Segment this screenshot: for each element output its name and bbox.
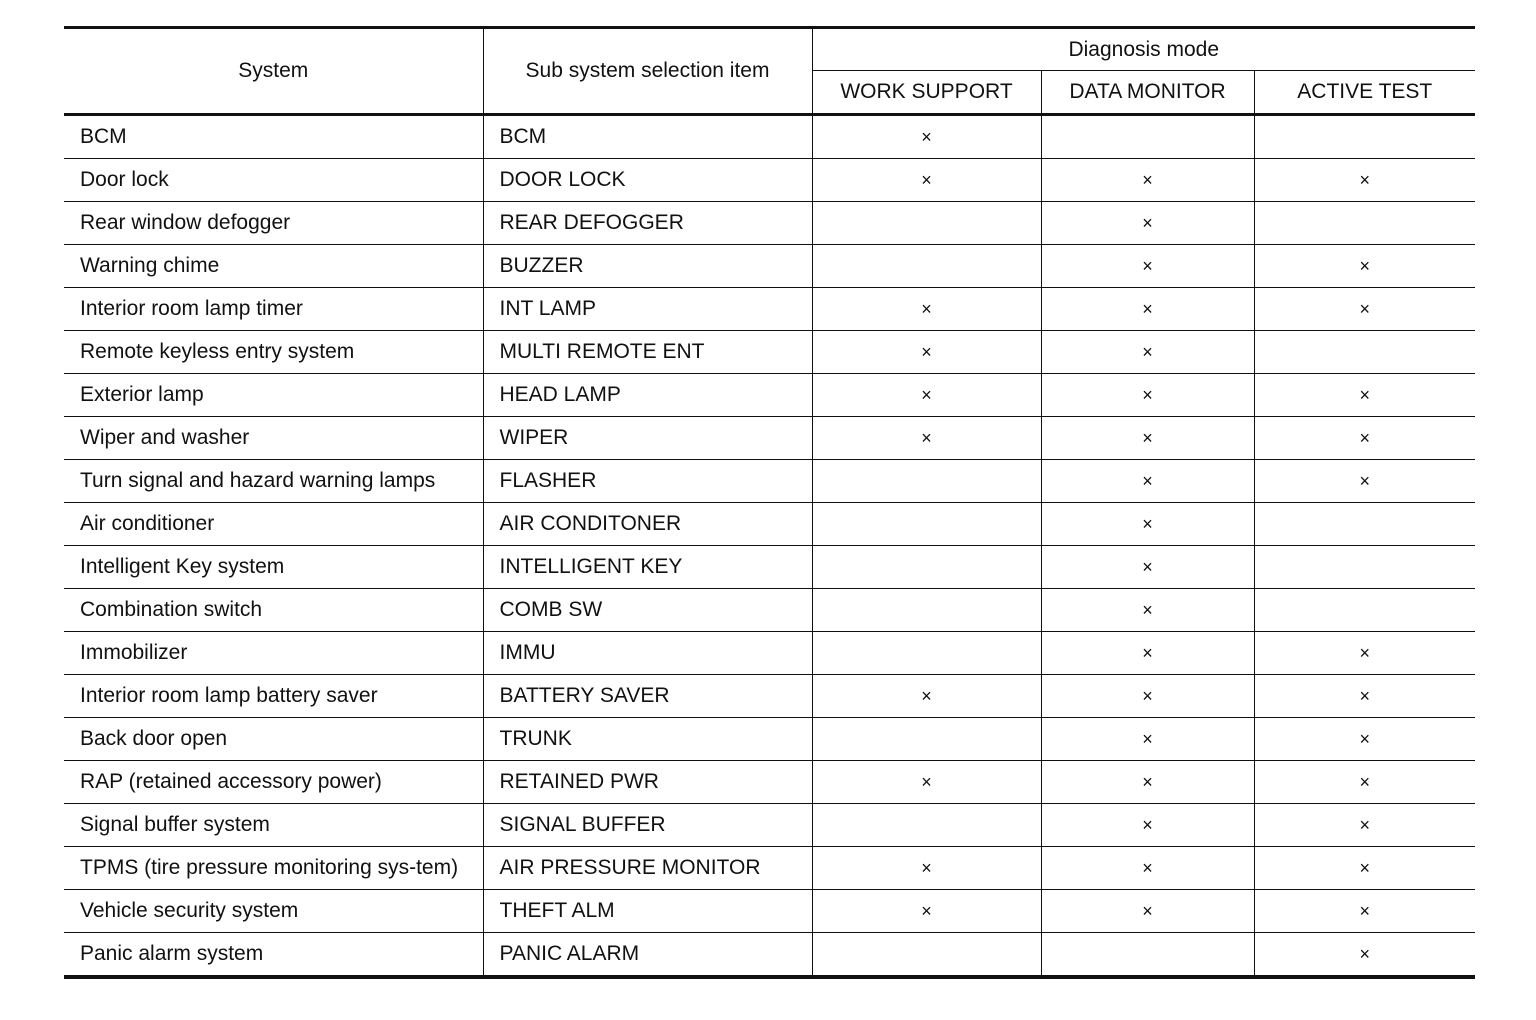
header-system: System xyxy=(64,28,483,115)
cell-subsystem: DOOR LOCK xyxy=(483,159,812,202)
cell-data-monitor: × xyxy=(1041,159,1254,202)
cell-data-monitor: × xyxy=(1041,417,1254,460)
cell-data-monitor: × xyxy=(1041,374,1254,417)
cell-active-test: × xyxy=(1254,933,1475,978)
cell-work-support: × xyxy=(812,115,1041,159)
cell-active-test xyxy=(1254,546,1475,589)
cell-system: Vehicle security system xyxy=(64,890,483,933)
cell-active-test: × xyxy=(1254,761,1475,804)
cell-data-monitor: × xyxy=(1041,847,1254,890)
cell-system: Intelligent Key system xyxy=(64,546,483,589)
diagnosis-mode-table xyxy=(64,26,1475,979)
cell-work-support: × xyxy=(812,331,1041,374)
cell-active-test xyxy=(1254,115,1475,159)
cell-system: Interior room lamp timer xyxy=(64,288,483,331)
cell-data-monitor xyxy=(1041,933,1254,978)
cell-active-test xyxy=(1254,331,1475,374)
header-subsystem: Sub system selection item xyxy=(483,28,812,115)
cell-work-support: × xyxy=(812,288,1041,331)
cell-work-support: × xyxy=(812,675,1041,718)
cell-data-monitor: × xyxy=(1041,202,1254,245)
table-row xyxy=(64,245,1475,288)
table-body xyxy=(64,115,1475,978)
cell-system: Rear window defogger xyxy=(64,202,483,245)
cell-work-support xyxy=(812,503,1041,546)
cell-data-monitor: × xyxy=(1041,245,1254,288)
cell-active-test: × xyxy=(1254,417,1475,460)
table-row xyxy=(64,460,1475,503)
table-row xyxy=(64,417,1475,460)
cell-subsystem: THEFT ALM xyxy=(483,890,812,933)
cell-subsystem: HEAD LAMP xyxy=(483,374,812,417)
cell-work-support: × xyxy=(812,374,1041,417)
cell-work-support xyxy=(812,546,1041,589)
cell-active-test: × xyxy=(1254,675,1475,718)
cell-active-test: × xyxy=(1254,890,1475,933)
cell-subsystem: COMB SW xyxy=(483,589,812,632)
header-data-monitor: DATA MONITOR xyxy=(1041,71,1254,115)
table-row xyxy=(64,202,1475,245)
cell-system: Immobilizer xyxy=(64,632,483,675)
cell-data-monitor: × xyxy=(1041,632,1254,675)
cell-data-monitor: × xyxy=(1041,331,1254,374)
cell-subsystem: RETAINED PWR xyxy=(483,761,812,804)
header-active-test: ACTIVE TEST xyxy=(1254,71,1475,115)
table-row xyxy=(64,675,1475,718)
cell-system: Signal buffer system xyxy=(64,804,483,847)
cell-system: Warning chime xyxy=(64,245,483,288)
table-row xyxy=(64,589,1475,632)
cell-work-support: × xyxy=(812,159,1041,202)
cell-work-support: × xyxy=(812,890,1041,933)
table-row xyxy=(64,374,1475,417)
cell-active-test: × xyxy=(1254,288,1475,331)
cell-subsystem: WIPER xyxy=(483,417,812,460)
cell-data-monitor: × xyxy=(1041,761,1254,804)
cell-active-test: × xyxy=(1254,460,1475,503)
cell-data-monitor: × xyxy=(1041,546,1254,589)
cell-system: Interior room lamp battery saver xyxy=(64,675,483,718)
cell-active-test: × xyxy=(1254,159,1475,202)
cell-active-test: × xyxy=(1254,804,1475,847)
cell-system: Door lock xyxy=(64,159,483,202)
table-header xyxy=(64,28,1475,115)
table-row xyxy=(64,804,1475,847)
cell-subsystem: PANIC ALARM xyxy=(483,933,812,978)
table-row xyxy=(64,933,1475,978)
cell-system: Remote keyless entry system xyxy=(64,331,483,374)
header-work-support: WORK SUPPORT xyxy=(812,71,1041,115)
cell-subsystem: MULTI REMOTE ENT xyxy=(483,331,812,374)
cell-subsystem: AIR PRESSURE MONITOR xyxy=(483,847,812,890)
cell-subsystem: FLASHER xyxy=(483,460,812,503)
cell-work-support: × xyxy=(812,761,1041,804)
cell-work-support xyxy=(812,933,1041,978)
cell-system: Air conditioner xyxy=(64,503,483,546)
table-row xyxy=(64,159,1475,202)
cell-data-monitor: × xyxy=(1041,718,1254,761)
cell-data-monitor: × xyxy=(1041,503,1254,546)
table-row xyxy=(64,503,1475,546)
cell-subsystem: AIR CONDITONER xyxy=(483,503,812,546)
cell-data-monitor: × xyxy=(1041,804,1254,847)
cell-active-test: × xyxy=(1254,245,1475,288)
cell-work-support xyxy=(812,589,1041,632)
cell-data-monitor: × xyxy=(1041,589,1254,632)
cell-subsystem: INTELLIGENT KEY xyxy=(483,546,812,589)
cell-data-monitor: × xyxy=(1041,890,1254,933)
table-row xyxy=(64,115,1475,159)
cell-work-support xyxy=(812,632,1041,675)
cell-data-monitor: × xyxy=(1041,288,1254,331)
cell-subsystem: BUZZER xyxy=(483,245,812,288)
cell-system: Turn signal and hazard warning lamps xyxy=(64,460,483,503)
table-row xyxy=(64,890,1475,933)
cell-active-test: × xyxy=(1254,847,1475,890)
cell-work-support xyxy=(812,804,1041,847)
cell-work-support xyxy=(812,245,1041,288)
table-row xyxy=(64,632,1475,675)
table-row xyxy=(64,288,1475,331)
cell-active-test xyxy=(1254,503,1475,546)
cell-system: RAP (retained accessory power) xyxy=(64,761,483,804)
table-row xyxy=(64,761,1475,804)
cell-work-support: × xyxy=(812,417,1041,460)
cell-subsystem: BCM xyxy=(483,115,812,159)
cell-subsystem: TRUNK xyxy=(483,718,812,761)
cell-active-test xyxy=(1254,589,1475,632)
cell-work-support xyxy=(812,460,1041,503)
table-row xyxy=(64,331,1475,374)
table-row xyxy=(64,546,1475,589)
cell-active-test: × xyxy=(1254,718,1475,761)
cell-system: Wiper and washer xyxy=(64,417,483,460)
cell-system: Exterior lamp xyxy=(64,374,483,417)
cell-subsystem: REAR DEFOGGER xyxy=(483,202,812,245)
cell-data-monitor: × xyxy=(1041,675,1254,718)
cell-subsystem: INT LAMP xyxy=(483,288,812,331)
cell-subsystem: BATTERY SAVER xyxy=(483,675,812,718)
table-row xyxy=(64,718,1475,761)
cell-system: TPMS (tire pressure monitoring sys-tem) xyxy=(64,847,483,890)
cell-active-test xyxy=(1254,202,1475,245)
cell-data-monitor xyxy=(1041,115,1254,159)
cell-system: BCM xyxy=(80,125,127,148)
cell-active-test: × xyxy=(1254,632,1475,675)
header-diagnosis-mode: Diagnosis mode xyxy=(812,28,1475,71)
cell-subsystem: IMMU xyxy=(483,632,812,675)
cell-work-support: × xyxy=(812,847,1041,890)
cell-work-support xyxy=(812,718,1041,761)
cell-subsystem: SIGNAL BUFFER xyxy=(483,804,812,847)
table-row xyxy=(64,847,1475,890)
cell-system: Combination switch xyxy=(64,589,483,632)
cell-system: Panic alarm system xyxy=(64,933,483,978)
cell-system: Back door open xyxy=(64,718,483,761)
cell-work-support xyxy=(812,202,1041,245)
cell-active-test: × xyxy=(1254,374,1475,417)
cell-data-monitor: × xyxy=(1041,460,1254,503)
